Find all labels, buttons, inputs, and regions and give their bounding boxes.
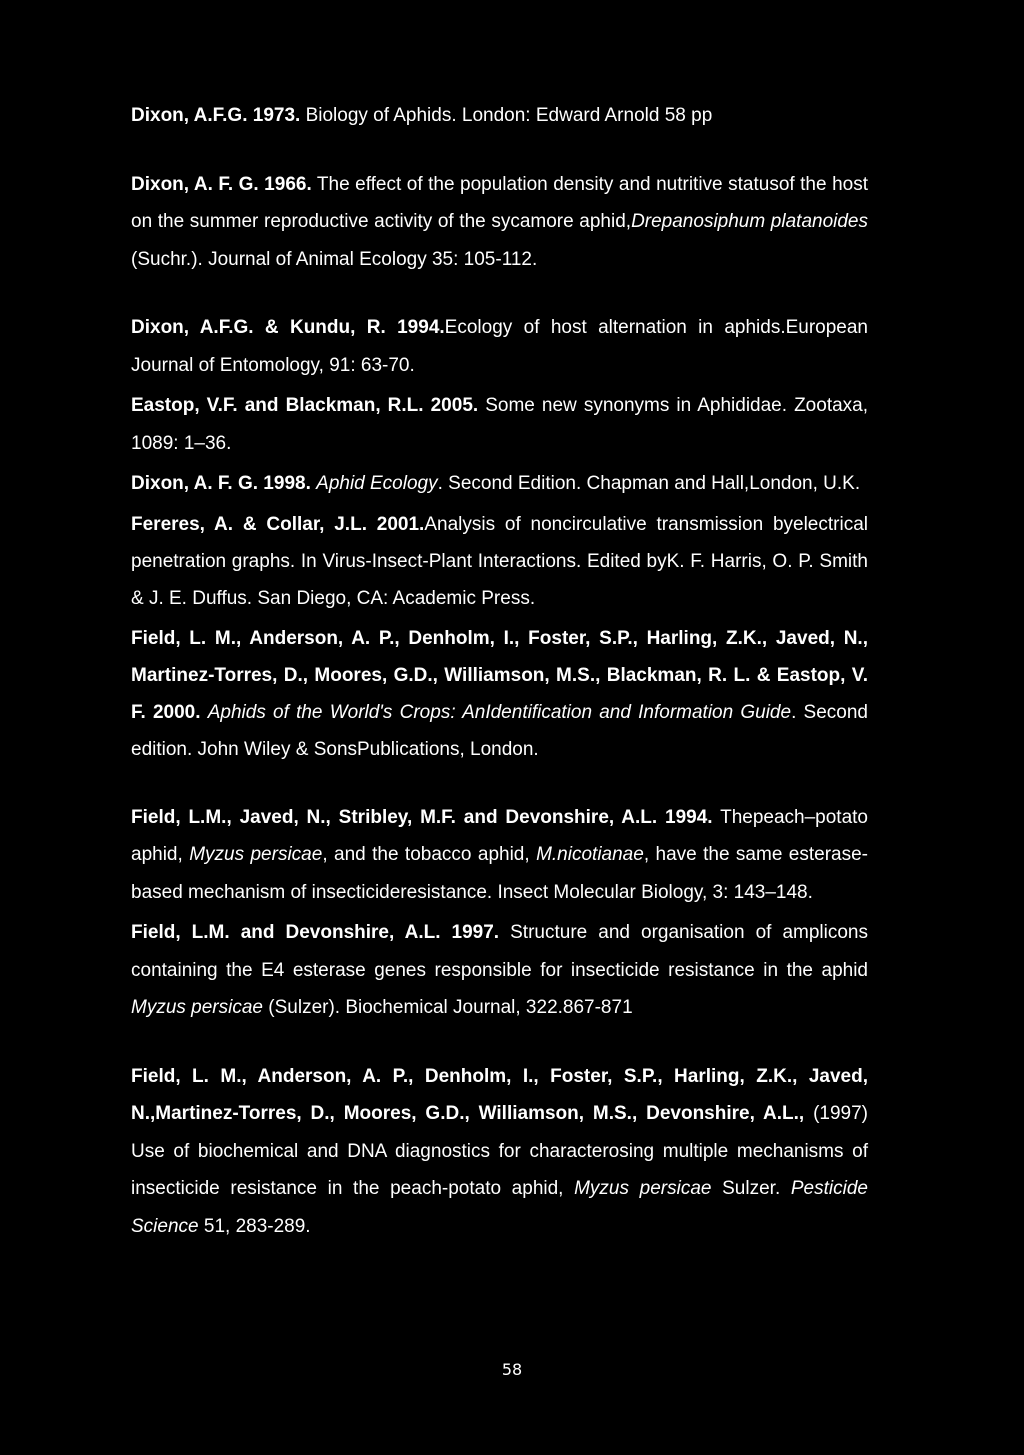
journal-title: Pesticide Science <box>131 1178 868 1237</box>
reference-authors: Field, L.M. and Devonshire, A.L. 1997. <box>131 922 500 943</box>
species-name: Myzus persicae <box>131 997 263 1018</box>
reference-entry <box>131 799 868 912</box>
reference-text: (Sulzer). Biochemical Journal, 322.867-871 <box>263 997 633 1018</box>
reference-entry <box>131 97 868 135</box>
species-name: Myzus persicae <box>189 844 323 865</box>
reference-text: Sulzer. <box>711 1178 791 1199</box>
reference-entry <box>131 1058 868 1246</box>
reference-text: . Second Edition. Chapman and Hall,London, U.K. <box>437 473 861 494</box>
reference-entry <box>131 387 868 462</box>
reference-authors: Fereres, A. & Collar, J.L. 2001. <box>131 513 425 535</box>
reference-entry <box>131 620 868 768</box>
reference-text: (1997) Use of biochemical and DNA diagnostics for characterosing multiple mechanisms of insecticide resistance in the peach-potato aphid, <box>131 1103 868 1199</box>
reference-entry <box>131 465 868 503</box>
reference-authors: Eastop, V.F. and Blackman, R.L. 2005. <box>131 395 479 416</box>
reference-text: The effect of the population density and nutritive statusof the host on the summer reproductive activity of the sycamore aphid, <box>131 173 868 232</box>
reference-entry <box>131 166 868 279</box>
book-title: Aphid Ecology <box>316 473 438 494</box>
reference-text: Thepeach–potato aphid, <box>131 806 868 865</box>
reference-list <box>131 97 868 1245</box>
reference-text: , and the tobacco aphid, <box>322 844 537 865</box>
reference-text: 51, 283-289. <box>198 1215 311 1237</box>
reference-text: (Suchr.). Journal of Animal Ecology 35: 105-112. <box>131 248 538 270</box>
reference-text: , have the same esterase-based mechanism of insecticideresistance. Insect Molecular Biology, 3: 143–148. <box>131 844 869 903</box>
reference-text: Biology of Aphids. London: Edward Arnold 58 pp <box>300 105 713 126</box>
reference-authors: Dixon, A. F. G. 1966. <box>131 173 312 195</box>
species-name: M.nicotianae <box>536 844 644 865</box>
reference-text: Analysis of noncirculative transmission byelectrical penetration graphs. In Virus-Insect-Plant Interactions. Edited byK. F. Harris, O. P. Smith & J. E. Duffus. San Diego, CA: Academic Press. <box>131 513 868 609</box>
reference-text: Some new synonyms in Aphididae. Zootaxa, 1089: 1–36. <box>131 395 869 454</box>
reference-authors: Dixon, A.F.G. 1973. <box>131 105 301 126</box>
reference-authors: Dixon, A.F.G. & Kundu, R. 1994. <box>131 317 445 338</box>
page-number: 58 <box>501 1360 523 1379</box>
species-name: Myzus persicae <box>574 1178 712 1199</box>
book-title: Aphids of the World's Crops: AnIdentification and Information Guide <box>207 701 792 723</box>
species-name: Drepanosiphum platanoides <box>631 211 868 232</box>
reference-entry <box>131 309 868 384</box>
reference-authors: Field, L. M., Anderson, A. P., Denholm, I., Foster, S.P., Harling, Z.K., Javed, N., Martinez-Torres, D., Moores, G.D., Williamson, M.S., Blackman, R. L. & Eastop, V. F. 2000. <box>131 627 868 723</box>
reference-authors: Dixon, A. F. G. 1998. <box>131 473 311 494</box>
reference-authors: Field, L. M., Anderson, A. P., Denholm, I., Foster, S.P., Harling, Z.K., Javed, N.,Martinez-Torres, D., Moores, G.D., Williamson, M.S., Devonshire, A.L., <box>131 1065 868 1124</box>
reference-entry <box>131 506 868 617</box>
reference-text: Ecology of host alternation in aphids.European Journal of Entomology, 91: 63-70. <box>131 317 868 376</box>
reference-text: . Second edition. John Wiley & SonsPublications, London. <box>131 701 868 760</box>
reference-authors: Field, L.M., Javed, N., Stribley, M.F. and Devonshire, A.L. 1994. <box>131 806 713 828</box>
reference-entry <box>131 914 868 1027</box>
reference-text: Structure and organisation of amplicons containing the E4 esterase genes responsible for insecticide resistance in the aphid <box>131 922 868 981</box>
